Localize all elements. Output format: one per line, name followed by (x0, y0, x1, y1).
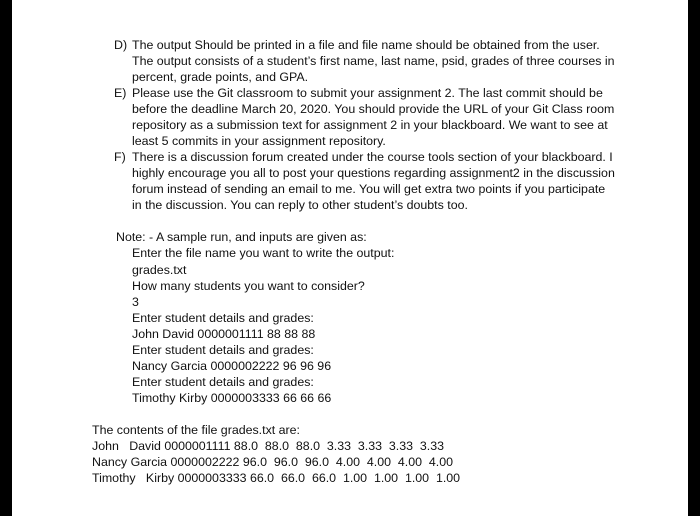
item-f-line-1: There is a discussion forum created under the course tools section of your blackboard. I (132, 150, 613, 164)
file-contents-line: John David 0000001111 88.0 88.0 88.0 3.33 3.33 3.33 3.33 (92, 439, 445, 453)
sample-run-line: Enter student details and grades: (132, 375, 314, 389)
item-f-line-2: highly encourage you all to post your questions regarding assignment2 in the discussion (132, 166, 615, 180)
sample-run-line: John David 0000001111 88 88 88 (132, 327, 316, 341)
file-contents-line: Timothy Kirby 0000003333 66.0 66.0 66.0 1.00 1.00 1.00 1.00 (92, 471, 461, 485)
sample-run-line: Enter the file name you want to write the output: (132, 246, 395, 260)
sample-run-line: Enter student details and grades: (132, 311, 314, 325)
item-f-marker: F) (114, 150, 126, 164)
sample-run-line: grades.txt (132, 263, 187, 277)
item-e-marker: E) (114, 86, 127, 100)
item-d-line-2: The output consists of a student’s first name, last name, psid, grades of three courses in (132, 54, 615, 68)
item-e-line-3: repository as a submission text for assignment 2 in your blackboard. We want to see at (132, 118, 608, 132)
item-f-line-4: in the discussion. You can reply to other student’s doubts too. (132, 198, 468, 212)
item-e-line-4: least 5 commits in your assignment repository. (132, 134, 386, 148)
sample-run-line: Timothy Kirby 0000003333 66 66 66 (132, 391, 332, 405)
note-heading: Note: - A sample run, and inputs are given as: (116, 230, 367, 244)
item-f-line-3: forum instead of sending an email to me. You will get extra two points if you participate (132, 182, 606, 196)
item-d-line-1: The output Should be printed in a file and file name should be obtained from the user. (132, 38, 600, 52)
item-d-line-3: percent, grade points, and GPA. (132, 70, 309, 84)
sample-run-line: Nancy Garcia 0000002222 96 96 96 (132, 359, 332, 373)
document-page (12, 0, 688, 516)
sample-run-line: 3 (132, 295, 139, 309)
item-d-marker: D) (114, 38, 128, 52)
sample-run-line: Enter student details and grades: (132, 343, 314, 357)
item-e-line-2: before the deadline March 20, 2020. You should provide the URL of your Git Class room (132, 102, 615, 116)
file-contents-heading: The contents of the file grades.txt are: (92, 423, 301, 437)
file-contents-line: Nancy Garcia 0000002222 96.0 96.0 96.0 4.00 4.00 4.00 4.00 (92, 455, 453, 469)
item-e-line-1: Please use the Git classroom to submit your assignment 2. The last commit should be (132, 86, 603, 100)
sample-run-line: How many students you want to consider? (132, 279, 365, 293)
